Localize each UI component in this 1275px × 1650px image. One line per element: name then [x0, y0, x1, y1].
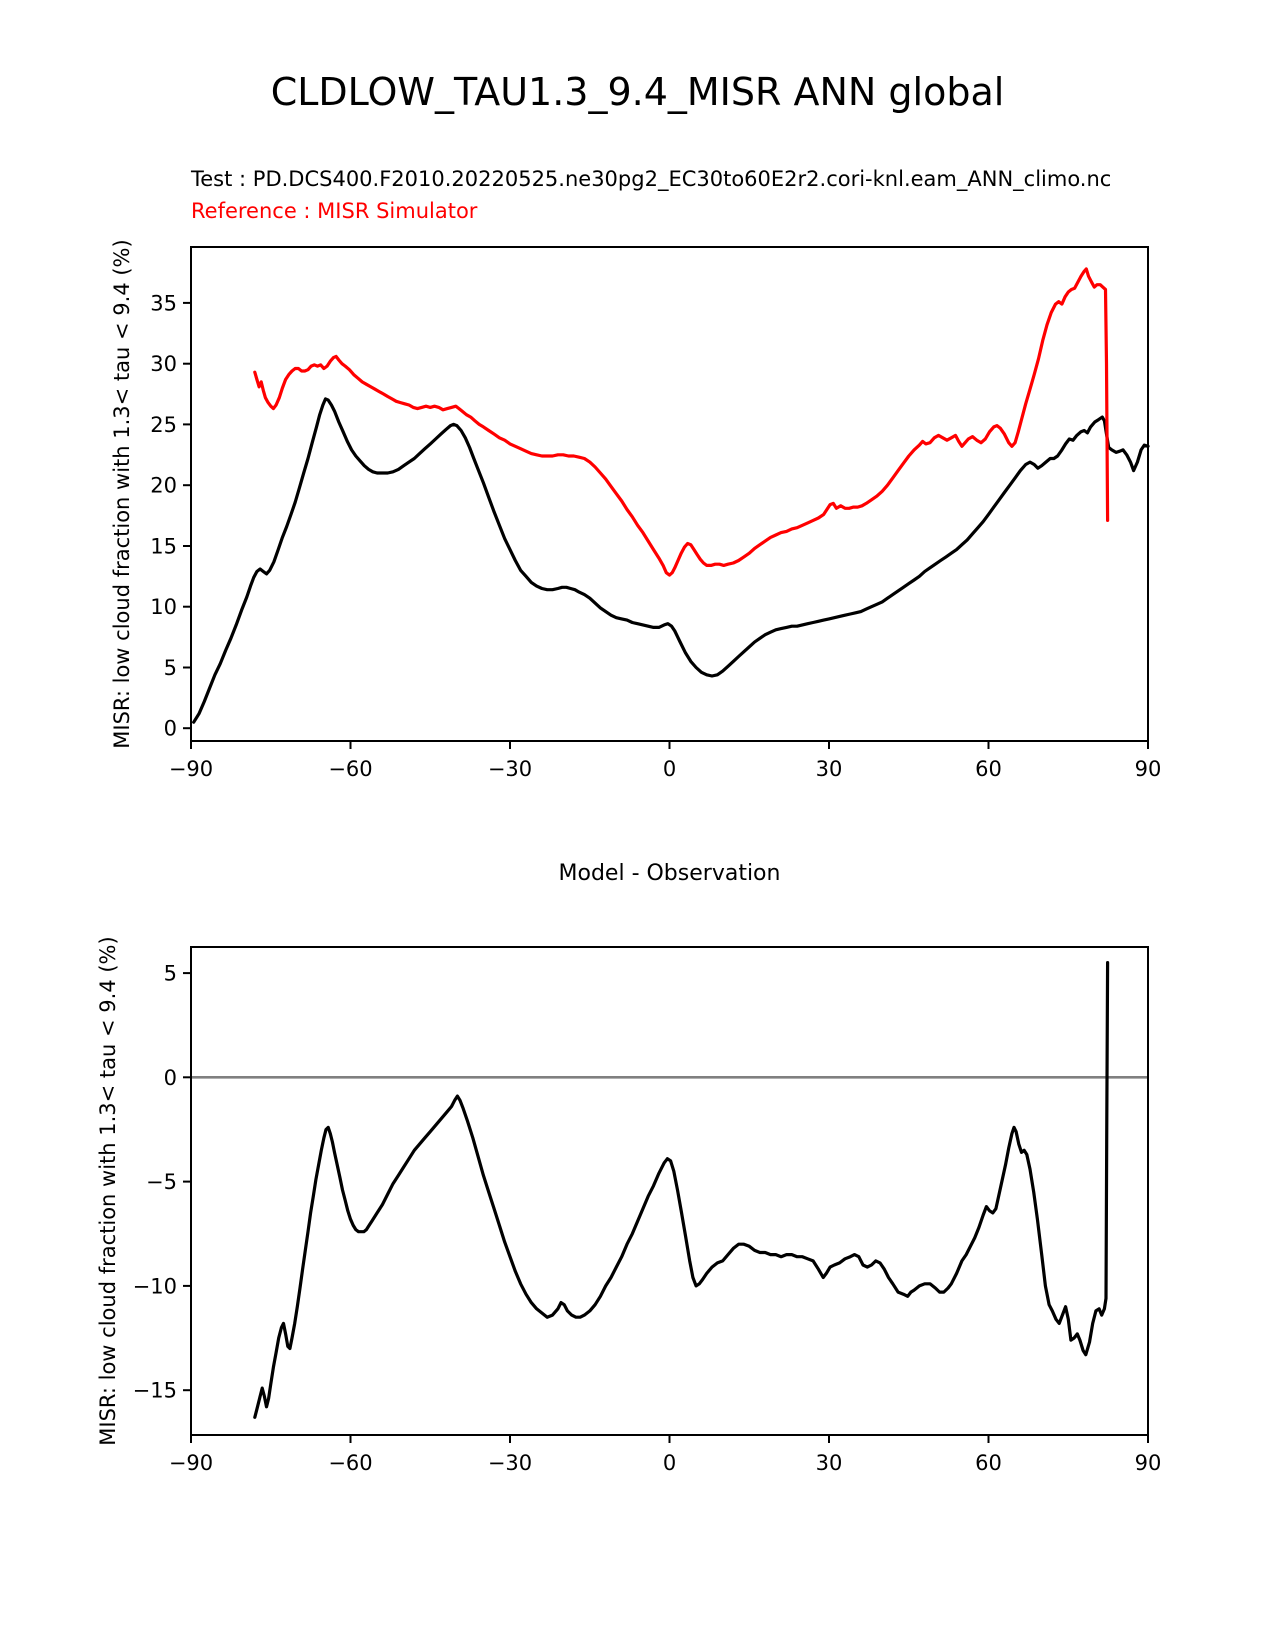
x-tick-label: −60	[328, 757, 373, 781]
y-tick-label: 0	[163, 1065, 177, 1090]
test-model-line	[194, 399, 1148, 722]
test-annotation: Test : PD.DCS400.F2010.20220525.ne30pg2_EC30to60E2r2.cori-knl.eam_ANN_climo.nc	[191, 167, 1112, 191]
x-tick-label: 30	[815, 757, 843, 781]
y-tick-label: 0	[163, 716, 177, 741]
model-minus-observation-line	[255, 963, 1108, 1418]
y-tick-label: 5	[163, 961, 177, 986]
y-tick-label: −5	[146, 1170, 177, 1195]
top-chart-y-axis-label: MISR: low cloud fraction with 1.3< tau < 9.4 (%)	[110, 239, 134, 749]
x-tick-label: −90	[168, 757, 214, 781]
y-tick-label: −10	[132, 1274, 177, 1299]
y-tick-label: 35	[150, 291, 177, 316]
reference-annotation: Reference : MISR Simulator	[191, 199, 478, 223]
bottom-chart-y-axis-label: MISR: low cloud fraction with 1.3< tau < 9.4 (%)	[96, 936, 120, 1446]
y-tick-label: 5	[163, 656, 177, 680]
x-tick-label: 60	[975, 757, 1002, 781]
x-tick-label: 90	[1134, 757, 1162, 781]
axes-frame	[191, 947, 1148, 1435]
top-chart-plot-area	[0, 0, 1275, 820]
y-tick-label: 30	[150, 352, 177, 377]
x-tick-label: −90	[168, 1451, 214, 1475]
y-tick-label: 15	[150, 534, 177, 559]
x-tick-label: 90	[1134, 1451, 1162, 1475]
bottom-chart-title: Model - Observation	[558, 861, 781, 886]
y-tick-label: −15	[132, 1378, 177, 1403]
y-tick-label: 25	[150, 412, 177, 437]
reference-misr-line	[255, 269, 1108, 575]
x-tick-label: −30	[487, 757, 533, 781]
x-tick-label: 0	[662, 1451, 677, 1475]
y-tick-label: 20	[150, 473, 177, 498]
x-tick-label: −30	[487, 1451, 533, 1475]
x-tick-label: 60	[975, 1451, 1002, 1475]
figure-title: CLDLOW_TAU1.3_9.4_MISR ANN global	[270, 70, 1005, 114]
x-tick-label: 30	[815, 1451, 843, 1475]
x-tick-label: −60	[328, 1451, 373, 1475]
bottom-chart-plot-area	[0, 830, 1275, 1650]
x-tick-label: 0	[662, 757, 677, 781]
y-tick-label: 10	[150, 595, 177, 620]
